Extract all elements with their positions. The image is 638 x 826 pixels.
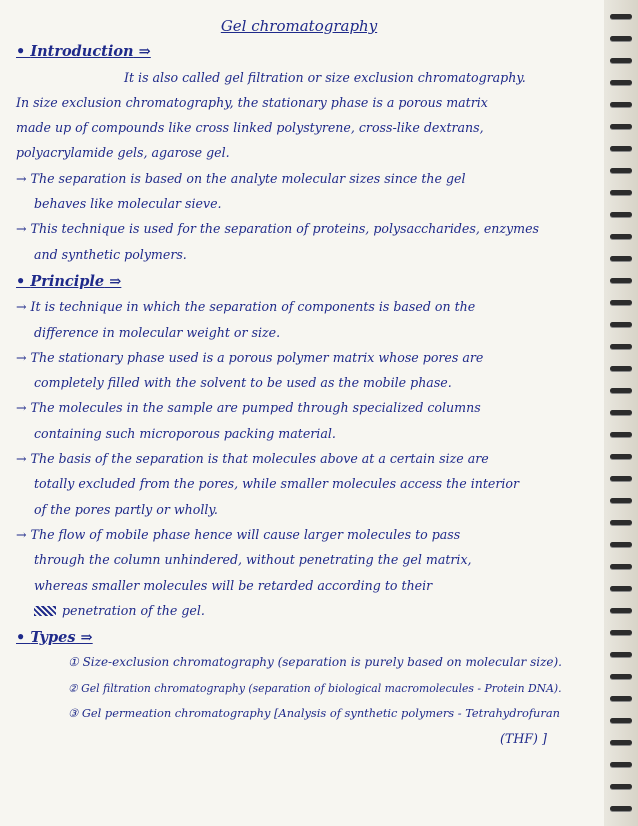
- intro-line-6: behaves like molecular sieve.: [34, 196, 222, 212]
- binding-ring: [610, 168, 632, 173]
- binding-ring: [610, 564, 632, 569]
- principle-line-11: through the column unhindered, without penetrating the gel matrix,: [34, 552, 472, 568]
- intro-line-8: and synthetic polymers.: [34, 246, 187, 262]
- binding-ring: [610, 234, 632, 239]
- binding-ring: [610, 740, 632, 745]
- binding-ring: [610, 520, 632, 525]
- binding-ring: [610, 498, 632, 503]
- binding-ring: [610, 762, 632, 767]
- intro-line-7: → This technique is used for the separation of proteins, polysaccharides, enzymes: [16, 221, 540, 237]
- binding-ring: [610, 806, 632, 811]
- binding-ring: [610, 58, 632, 63]
- binding-ring: [610, 14, 632, 19]
- intro-line-5: → The separation is based on the analyte molecular sizes since the gel: [16, 170, 466, 186]
- binding-ring: [610, 190, 632, 195]
- page-title: Gel chromatography: [220, 17, 378, 35]
- intro-line-3: made up of compounds like cross linked polystyrene, cross-like dextrans,: [16, 120, 484, 136]
- binding-ring: [610, 212, 632, 217]
- binding-ring: [610, 652, 632, 657]
- binding-ring: [610, 432, 632, 437]
- binding-ring: [610, 784, 632, 789]
- binding-ring: [610, 674, 632, 679]
- intro-line-1: It is also called gel filtration or size exclusion chromatography.: [124, 69, 526, 85]
- types-item-2: ② Gel filtration chromatography (separation of biological macromolecules - Protein DNA).: [68, 681, 562, 695]
- introduction-heading: • Introduction ⇒: [16, 43, 151, 61]
- principle-line-12: whereas smaller molecules will be retarded according to their: [34, 577, 433, 593]
- principle-line-2: difference in molecular weight or size.: [34, 324, 281, 340]
- binding-ring: [610, 476, 632, 481]
- principle-heading: • Principle ⇒: [16, 272, 122, 290]
- binding-ring: [610, 696, 632, 701]
- principle-line-10: → The flow of mobile phase hence will cause larger molecules to pass: [16, 526, 461, 542]
- principle-line-13: penetration of the gel.: [16, 598, 572, 623]
- types-item-3: ③ Gel permeation chromatography [Analysis of synthetic polymers - Tetrahydrofuran: [68, 706, 560, 721]
- intro-line-4: polyacrylamide gels, agarose gel.: [16, 145, 230, 161]
- binding-ring: [610, 36, 632, 41]
- principle-line-8: totally excluded from the pores, while smaller molecules access the interior: [34, 476, 520, 492]
- binding-ring: [610, 608, 632, 613]
- binding-ring: [610, 124, 632, 129]
- principle-line-4: completely filled with the solvent to be used as the mobile phase.: [34, 375, 452, 391]
- principle-line-1: → It is technique in which the separation of components is based on the: [16, 299, 476, 315]
- binding-ring: [610, 278, 632, 283]
- crossed-out-scribble: [34, 606, 56, 616]
- types-heading: • Types ⇒: [16, 629, 93, 647]
- binding-ring: [610, 344, 632, 349]
- binding-ring: [610, 410, 632, 415]
- binding-ring: [610, 542, 632, 547]
- binding-ring: [610, 718, 632, 723]
- spiral-binding: [604, 0, 638, 826]
- binding-ring: [610, 586, 632, 591]
- binding-ring: [610, 454, 632, 459]
- principle-line-9: of the pores partly or wholly.: [34, 501, 218, 517]
- binding-ring: [610, 80, 632, 85]
- principle-line-7: → The basis of the separation is that molecules above at a certain size are: [16, 451, 489, 467]
- intro-line-2: In size exclusion chromatography, the stationary phase is a porous matrix: [16, 94, 488, 110]
- principle-line-5: → The molecules in the sample are pumped through specialized columns: [16, 400, 481, 416]
- binding-ring: [610, 102, 632, 107]
- handwritten-notes: [16, 14, 572, 752]
- principle-line-3: → The stationary phase used is a porous polymer matrix whose pores are: [16, 349, 484, 365]
- types-item-1: ① Size-exclusion chromatography (separation is purely based on molecular size).: [68, 655, 562, 670]
- types-item-3-continued: (THF) ]: [500, 731, 547, 747]
- binding-ring: [610, 630, 632, 635]
- binding-ring: [610, 256, 632, 261]
- binding-ring: [610, 388, 632, 393]
- binding-ring: [610, 366, 632, 371]
- binding-ring: [610, 300, 632, 305]
- principle-line-6: containing such microporous packing material.: [34, 425, 336, 441]
- binding-ring: [610, 322, 632, 327]
- binding-ring: [610, 146, 632, 151]
